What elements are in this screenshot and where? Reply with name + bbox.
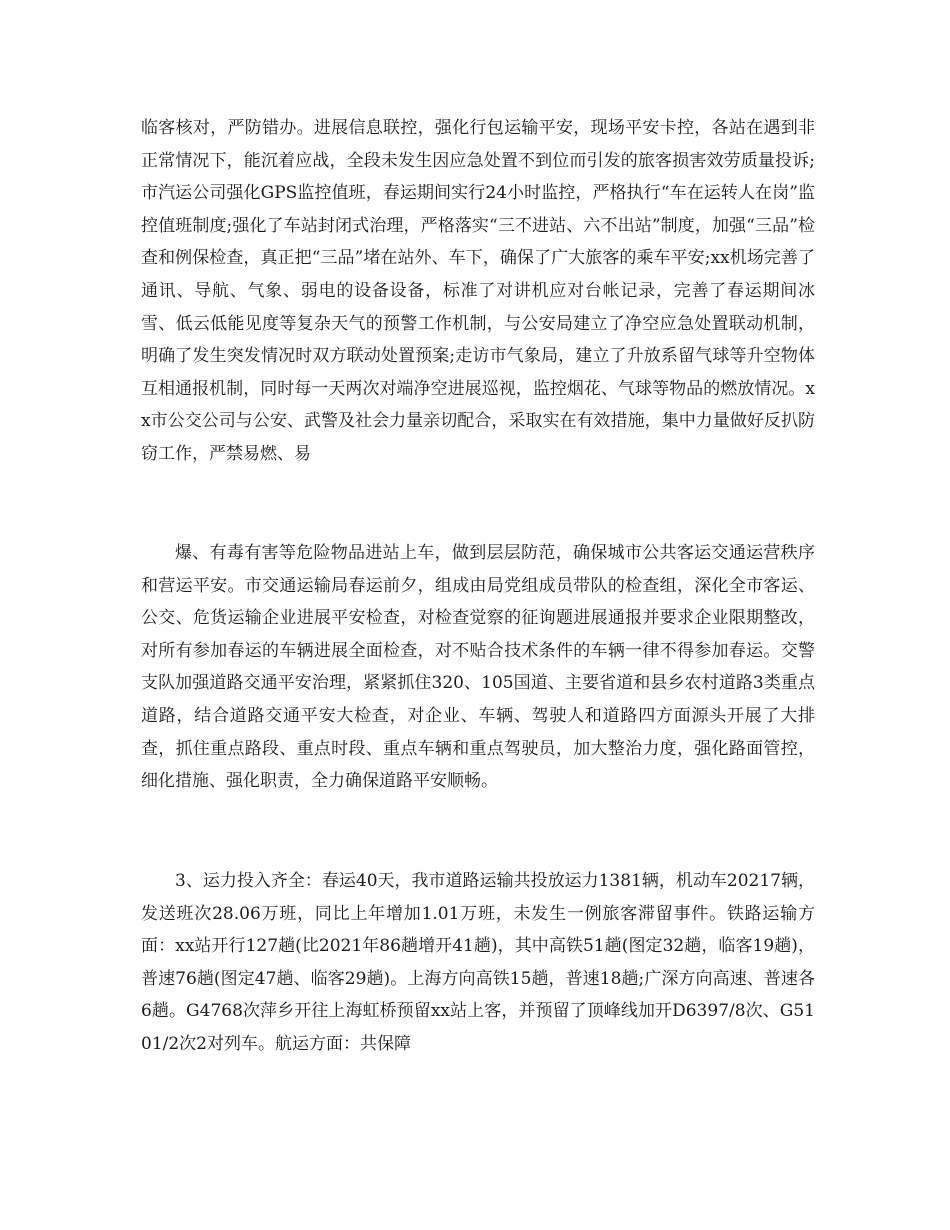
paragraph-3: 3、运力投入齐全：春运40天，我市道路运输共投放运力1381辆，机动车20217辆，发送班次28.06万班，同比上年增加1.01万班，未发生一例旅客滞留事件。铁路运输方面：xx站开行127趟(比2021年86趟增开41趟)，其中高铁51趟(图定32趟，临客19趟)，普速76趟(图定47趟、临客29趟)。上海方向高铁15趟，普速18趟;广深方向高速、普速各6趟。G4768次萍乡开往上海虹桥预留xx站上客，并预留了顶峰线加开D6397/8次、G5101/2次2对列车。航运方面：共保障 — [141, 871, 815, 1054]
paragraph-2: 爆、有毒有害等危险物品进站上车，做到层层防范，确保城市公共客运交通运营秩序和营运平安。市交通运输局春运前夕，组成由局党组成员带队的检查组，深化全市客运、公交、危货运输企业进展平安检查，对检查觉察的征询题进展通报并要求企业限期整改，对所有参加春运的车辆进展全面检查，对不贴合技术条件的车辆一律不得参加春运。交警支队加强道路交通平安治理，紧紧抓住320、105国道、主要省道和县乡农村道路3类重点道路，结合道路交通平安大检查，对企业、车辆、驾驶人和道路四方面源头开展了大排查，抓住重点路段、重点时段、重点车辆和重点驾驶员，加大整治力度，强化路面管控，细化措施、强化职责，全力确保道路平安顺畅。 — [141, 543, 815, 792]
paragraph-1: 临客核对，严防错办。进展信息联控，强化行包运输平安，现场平安卡控，各站在遇到非正常情况下，能沉着应战，全段未发生因应急处置不到位而引发的旅客损害效劳质量投诉;市汽运公司强化GPS监控值班，春运期间实行24小时监控，严格执行“车在运转人在岗”监控值班制度;强化了车站封闭式治理，严格落实“三不进站、六不出站”制度，加强“三品”检查和例保检查，真正把“三品”堵在站外、车下，确保了广大旅客的乘车平安;xx机场完善了通讯、导航、气象、弱电的设备设备，标准了对讲机应对台帐记录，完善了春运期间冰雪、低云低能见度等复杂天气的预警工作机制，与公安局建立了净空应急处置联动机制，明确了发生突发情况时双方联动处置预案;走访市气象局，建立了升放系留气球等升空物体互相通报机制，同时每一天两次对端净空进展巡视，监控烟花、气球等物品的燃放情况。xx市公交公司与公安、武警及社会力量亲切配合，采取实在有效措施，集中力量做好反扒防窃工作，严禁易燃、易 — [141, 118, 815, 464]
